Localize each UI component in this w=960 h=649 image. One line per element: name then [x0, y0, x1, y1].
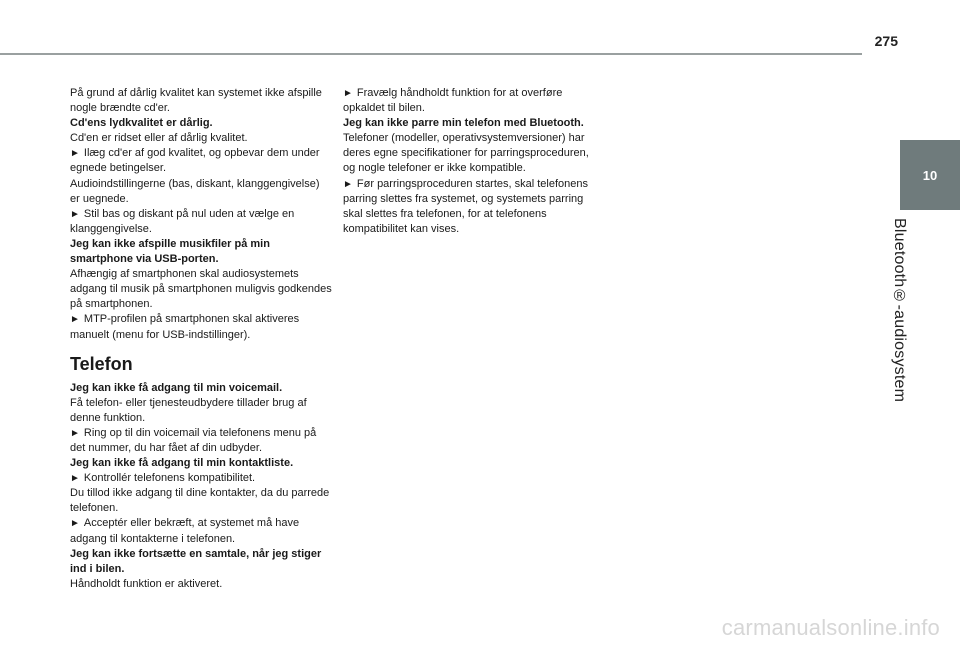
bullet-arrow-icon: ► — [343, 178, 353, 190]
question-text: Jeg kan ikke få adgang til min voicemail. — [70, 381, 283, 394]
chapter-number: 10 — [922, 167, 938, 183]
bullet-text: Stil bas og diskant på nul uden at vælge en klanggengivelse. — [70, 207, 295, 235]
bullet-arrow-icon: ► — [70, 473, 80, 485]
bullet-item — [70, 312, 332, 342]
bullet-text: Fravælg håndholdt funktion for at overføre opkaldet til bilen. — [343, 87, 563, 115]
question-text: Jeg kan ikke fortsætte en samtale, når jeg stiger ind i bilen. — [70, 547, 322, 575]
bullet-item — [70, 426, 332, 456]
bullet-arrow-icon: ► — [70, 148, 80, 160]
page-number: 275 — [874, 33, 898, 49]
bullet-text: Acceptér eller bekræft, at systemet må have adgang til kontakterne i telefonen. — [70, 517, 300, 545]
bullet-arrow-icon: ► — [70, 314, 80, 326]
body-text: Afhængig af smartphonen skal audiosystemets adgang til musik på smartphonen muligvis godkendes på smartphonen. — [70, 268, 332, 311]
bullet-text: Ilæg cd'er af god kvalitet, og opbevar dem under egnede betingelser. — [70, 147, 320, 175]
bullet-text: MTP-profilen på smartphonen skal aktiveres manuelt (menu for USB-indstillinger). — [70, 313, 300, 341]
bullet-text: Kontrollér telefonens kompatibilitet. — [83, 472, 256, 485]
question-text: Cd'ens lydkvalitet er dårlig. — [70, 117, 213, 130]
bullet-text: Før parringsproceduren startes, skal telefonens parring slettes fra systemet, og systemets parring skal slettes fra telefonen, for at telefonens kompatibilitet kan vises. — [343, 177, 589, 235]
question-text: Jeg kan ikke få adgang til min kontaktliste. — [70, 457, 294, 470]
bullet-arrow-icon: ► — [70, 427, 80, 439]
body-text: Telefoner (modeller, operativsystemversioner) har deres egne specifikationer for parringsproceduren, og nogle telefoner er ikke kompatible. — [343, 132, 589, 175]
bullet-item — [70, 471, 332, 486]
bullet-arrow-icon: ► — [70, 518, 80, 530]
bullet-text: Ring op til din voicemail via telefonens menu på det nummer, du har fået af din udbyder. — [70, 426, 317, 454]
header-rule — [0, 53, 862, 55]
bullet-item — [343, 86, 598, 116]
question-text: Jeg kan ikke parre min telefon med Bluetooth. — [343, 117, 584, 130]
body-text: Håndholdt funktion er aktiveret. — [70, 577, 223, 590]
bullet-item — [70, 516, 332, 546]
watermark: carmanualsonline.info — [721, 615, 940, 640]
body-text: Audioindstillingerne (bas, diskant, klanggengivelse) er uegnede. — [70, 177, 320, 205]
body-text: På grund af dårlig kvalitet kan systemet ikke afspille nogle brændte cd'er. — [70, 87, 322, 115]
bullet-item — [70, 146, 332, 176]
body-text: Du tillod ikke adgang til dine kontakter, da du parrede telefonen. — [70, 487, 330, 515]
bullet-arrow-icon: ► — [343, 88, 353, 99]
section-heading: Telefon — [70, 353, 133, 374]
left-column — [70, 86, 332, 592]
chapter-tab — [900, 140, 960, 210]
question-text: Jeg kan ikke afspille musikfiler på min smartphone via USB-porten. — [70, 237, 270, 266]
body-text: Cd'en er ridset eller af dårlig kvalitet. — [70, 132, 248, 145]
body-text: Få telefon- eller tjenesteudbydere tillader brug af denne funktion. — [70, 396, 307, 424]
chapter-title: Bluetooth®-audiosystem — [891, 218, 908, 403]
bullet-arrow-icon: ► — [70, 208, 80, 220]
bullet-item — [70, 207, 332, 237]
bullet-item — [343, 177, 598, 237]
right-column — [343, 86, 598, 237]
